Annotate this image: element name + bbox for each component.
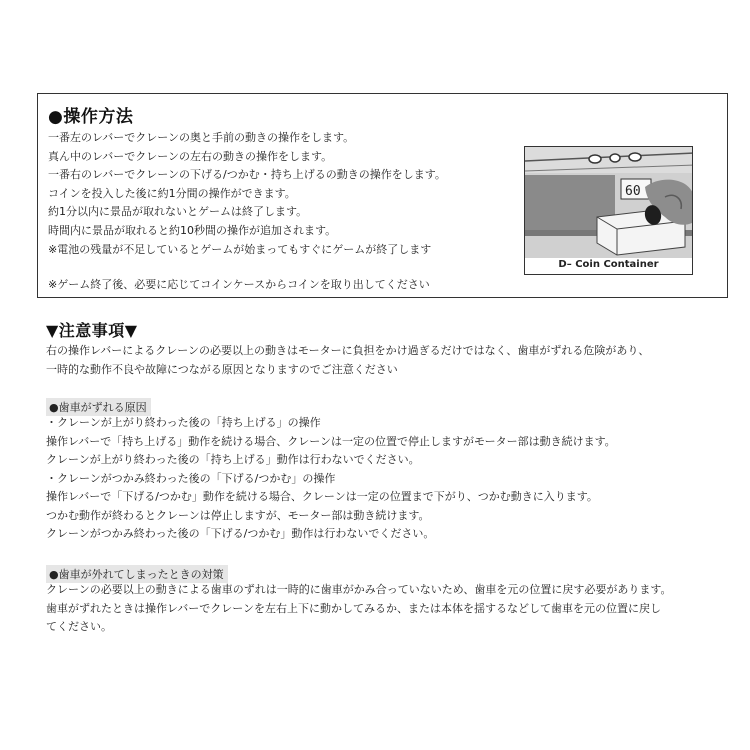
- caution-title: ▼注意事項▼: [46, 321, 138, 340]
- section-line: てください。: [46, 620, 112, 633]
- coin-container-photo: [524, 146, 693, 275]
- operation-line: 約1分以内に景品が取れないとゲームは終了します。: [48, 205, 308, 219]
- section-line: 操作レバーで「持ち上げる」動作を続ける場合、クレーンは一定の位置で停止しますがモーター部は動き続けます。: [46, 434, 616, 448]
- operation-note: ※ゲーム終了後、必要に応じてコインケースからコインを取り出してください: [48, 278, 430, 291]
- section-line: つかむ動作が終わるとクレーンは停止しますが、モーター部は動き続けます。: [46, 508, 430, 522]
- section-line: 歯車がずれたときは操作レバーでクレーンを左右上下に動かしてみるか、または本体を揺するなどして歯車を元の位置に戻し: [46, 601, 662, 615]
- section-line: ・クレーンがつかみ終わった後の「下げる/つかむ」の操作: [46, 471, 336, 485]
- section-line: クレーンの必要以上の動きによる歯車のずれは一時的に歯車がかみ合っていないため、歯車を元の位置に戻す必要があります。: [46, 583, 672, 596]
- section-line: クレーンがつかみ終わった後の「下げる/つかむ」動作は行わないでください。: [46, 527, 435, 540]
- caution-intro-line: 一時的な動作不良や故障につながる原因となりますのでご注意ください: [46, 362, 398, 376]
- operation-box: [37, 93, 728, 298]
- operation-instructions: [48, 129, 446, 259]
- section-body-gear-misalignment-cause: [46, 414, 616, 544]
- operation-line: 一番右のレバーでクレーンの下げる/つかむ・持ち上げるの動きの操作をします。: [48, 168, 446, 182]
- operation-line: コインを投入した後に約1分間の操作ができます。: [48, 186, 296, 200]
- section-body-gear-dislodged-remedy: [46, 581, 671, 637]
- section-line: ・クレーンが上がり終わった後の「持ち上げる」の操作: [46, 416, 321, 429]
- coin-container-illustration: [525, 147, 693, 275]
- caution-intro: [46, 342, 649, 379]
- photo-caption: D– Coin Container: [558, 259, 659, 270]
- section-heading-gear-misalignment-cause: ●歯車がずれる原因: [46, 398, 151, 416]
- section-line: クレーンが上がり終わった後の「持ち上げる」動作は行わないでください。: [46, 453, 420, 466]
- section-heading-gear-dislodged-remedy: ●歯車が外れてしまったときの対策: [46, 565, 228, 583]
- display-readout: 60: [625, 184, 641, 199]
- operation-line: 時間内に景品が取れると約10秒間の操作が追加されます。: [48, 223, 337, 237]
- operation-line: ※電池の残量が不足しているとゲームが始まってもすぐにゲームが終了します: [48, 242, 432, 256]
- caution-intro-line: 右の操作レバーによるクレーンの必要以上の動きはモーターに負担をかけ過ぎるだけではなく、歯車がずれる危険があり、: [46, 344, 650, 357]
- operation-line: 真ん中のレバーでクレーンの左右の動きの操作をします。: [48, 149, 333, 163]
- operation-title: ●操作方法: [48, 107, 134, 127]
- section-line: 操作レバーで「下げる/つかむ」動作を続ける場合、クレーンは一定の位置まで下がり、つかむ動きに入ります。: [46, 490, 598, 503]
- operation-line: 一番左のレバーでクレーンの奥と手前の動きの操作をします。: [48, 131, 355, 144]
